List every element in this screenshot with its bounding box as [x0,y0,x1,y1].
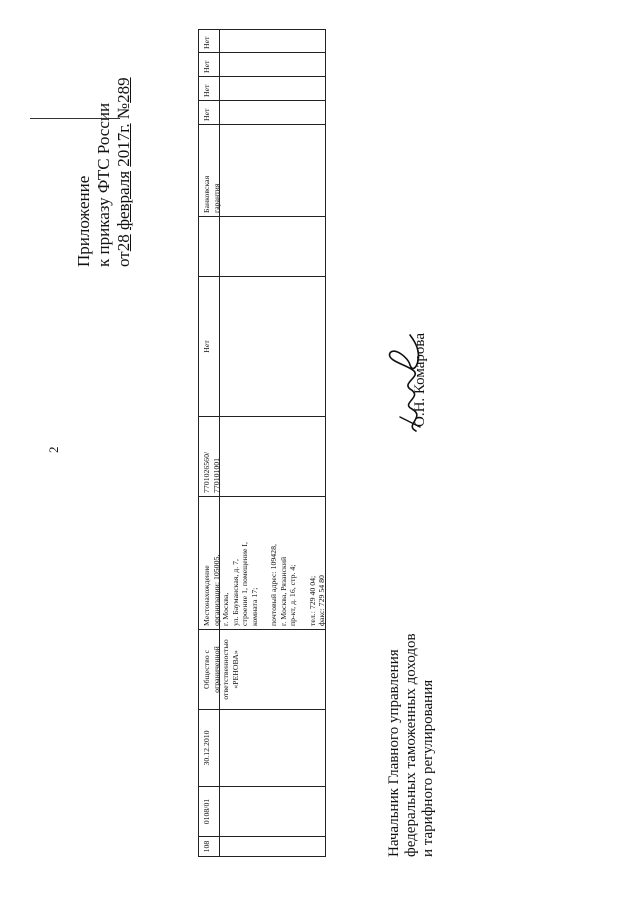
cell-code: 0108/01 [199,786,325,836]
handwritten-signature [380,325,440,435]
cell-number: 108 [199,836,325,856]
annex-title: Приложение [74,175,93,267]
annex-number: 289 [114,77,133,103]
cell-flag-1: Нет [199,100,325,124]
signatory-title [386,633,437,857]
cell-inn-kpp: 7701026560/ 770101001 [199,416,325,496]
signatory-title-line-2: федеральных таможенных доходов [403,633,419,857]
signatory-name: О.Н. Комарова [412,333,428,427]
cell-net: Нет [199,276,325,416]
signatory-title-line-1: Начальник Главного управления [386,649,402,857]
cell-date: 30.12.2010 [199,709,325,786]
cell-guarantee: Банковская гарантия [199,124,325,216]
cell-flag-3: Нет [199,52,325,76]
registry-table [198,29,326,857]
annex-number-sign: № [114,102,133,120]
annex-header [74,77,134,267]
annex-date-line [114,77,134,267]
annex-date-day: 28 [114,234,133,252]
cell-flag-2: Нет [199,76,325,100]
annex-date-year: 2017г. [114,123,133,167]
cell-address: Местонахождение организации: 105005, г. Москва, ул. Бауманская, д. 7, строение 1, помещение I, комната 17; почтовый адрес: 109428, г. Москва, Рязанский пр-кт, д. 16, стр. 4; тел.: 729 40 04; факс: 729 54 80 [199,496,325,629]
annex-date-month: февраля [114,170,133,231]
annex-order-ref: к приказу ФТС России [94,102,113,267]
annex-date-prefix: от [114,251,133,267]
cell-empty [199,216,325,276]
cell-flag-4: Нет [202,36,211,49]
cell-organization: Общество с ограниченной ответственностью «РЕНОВА» [199,629,325,709]
page-number: 2 [46,446,61,453]
signatory-title-line-3: и тарифного регулирования [420,679,436,857]
